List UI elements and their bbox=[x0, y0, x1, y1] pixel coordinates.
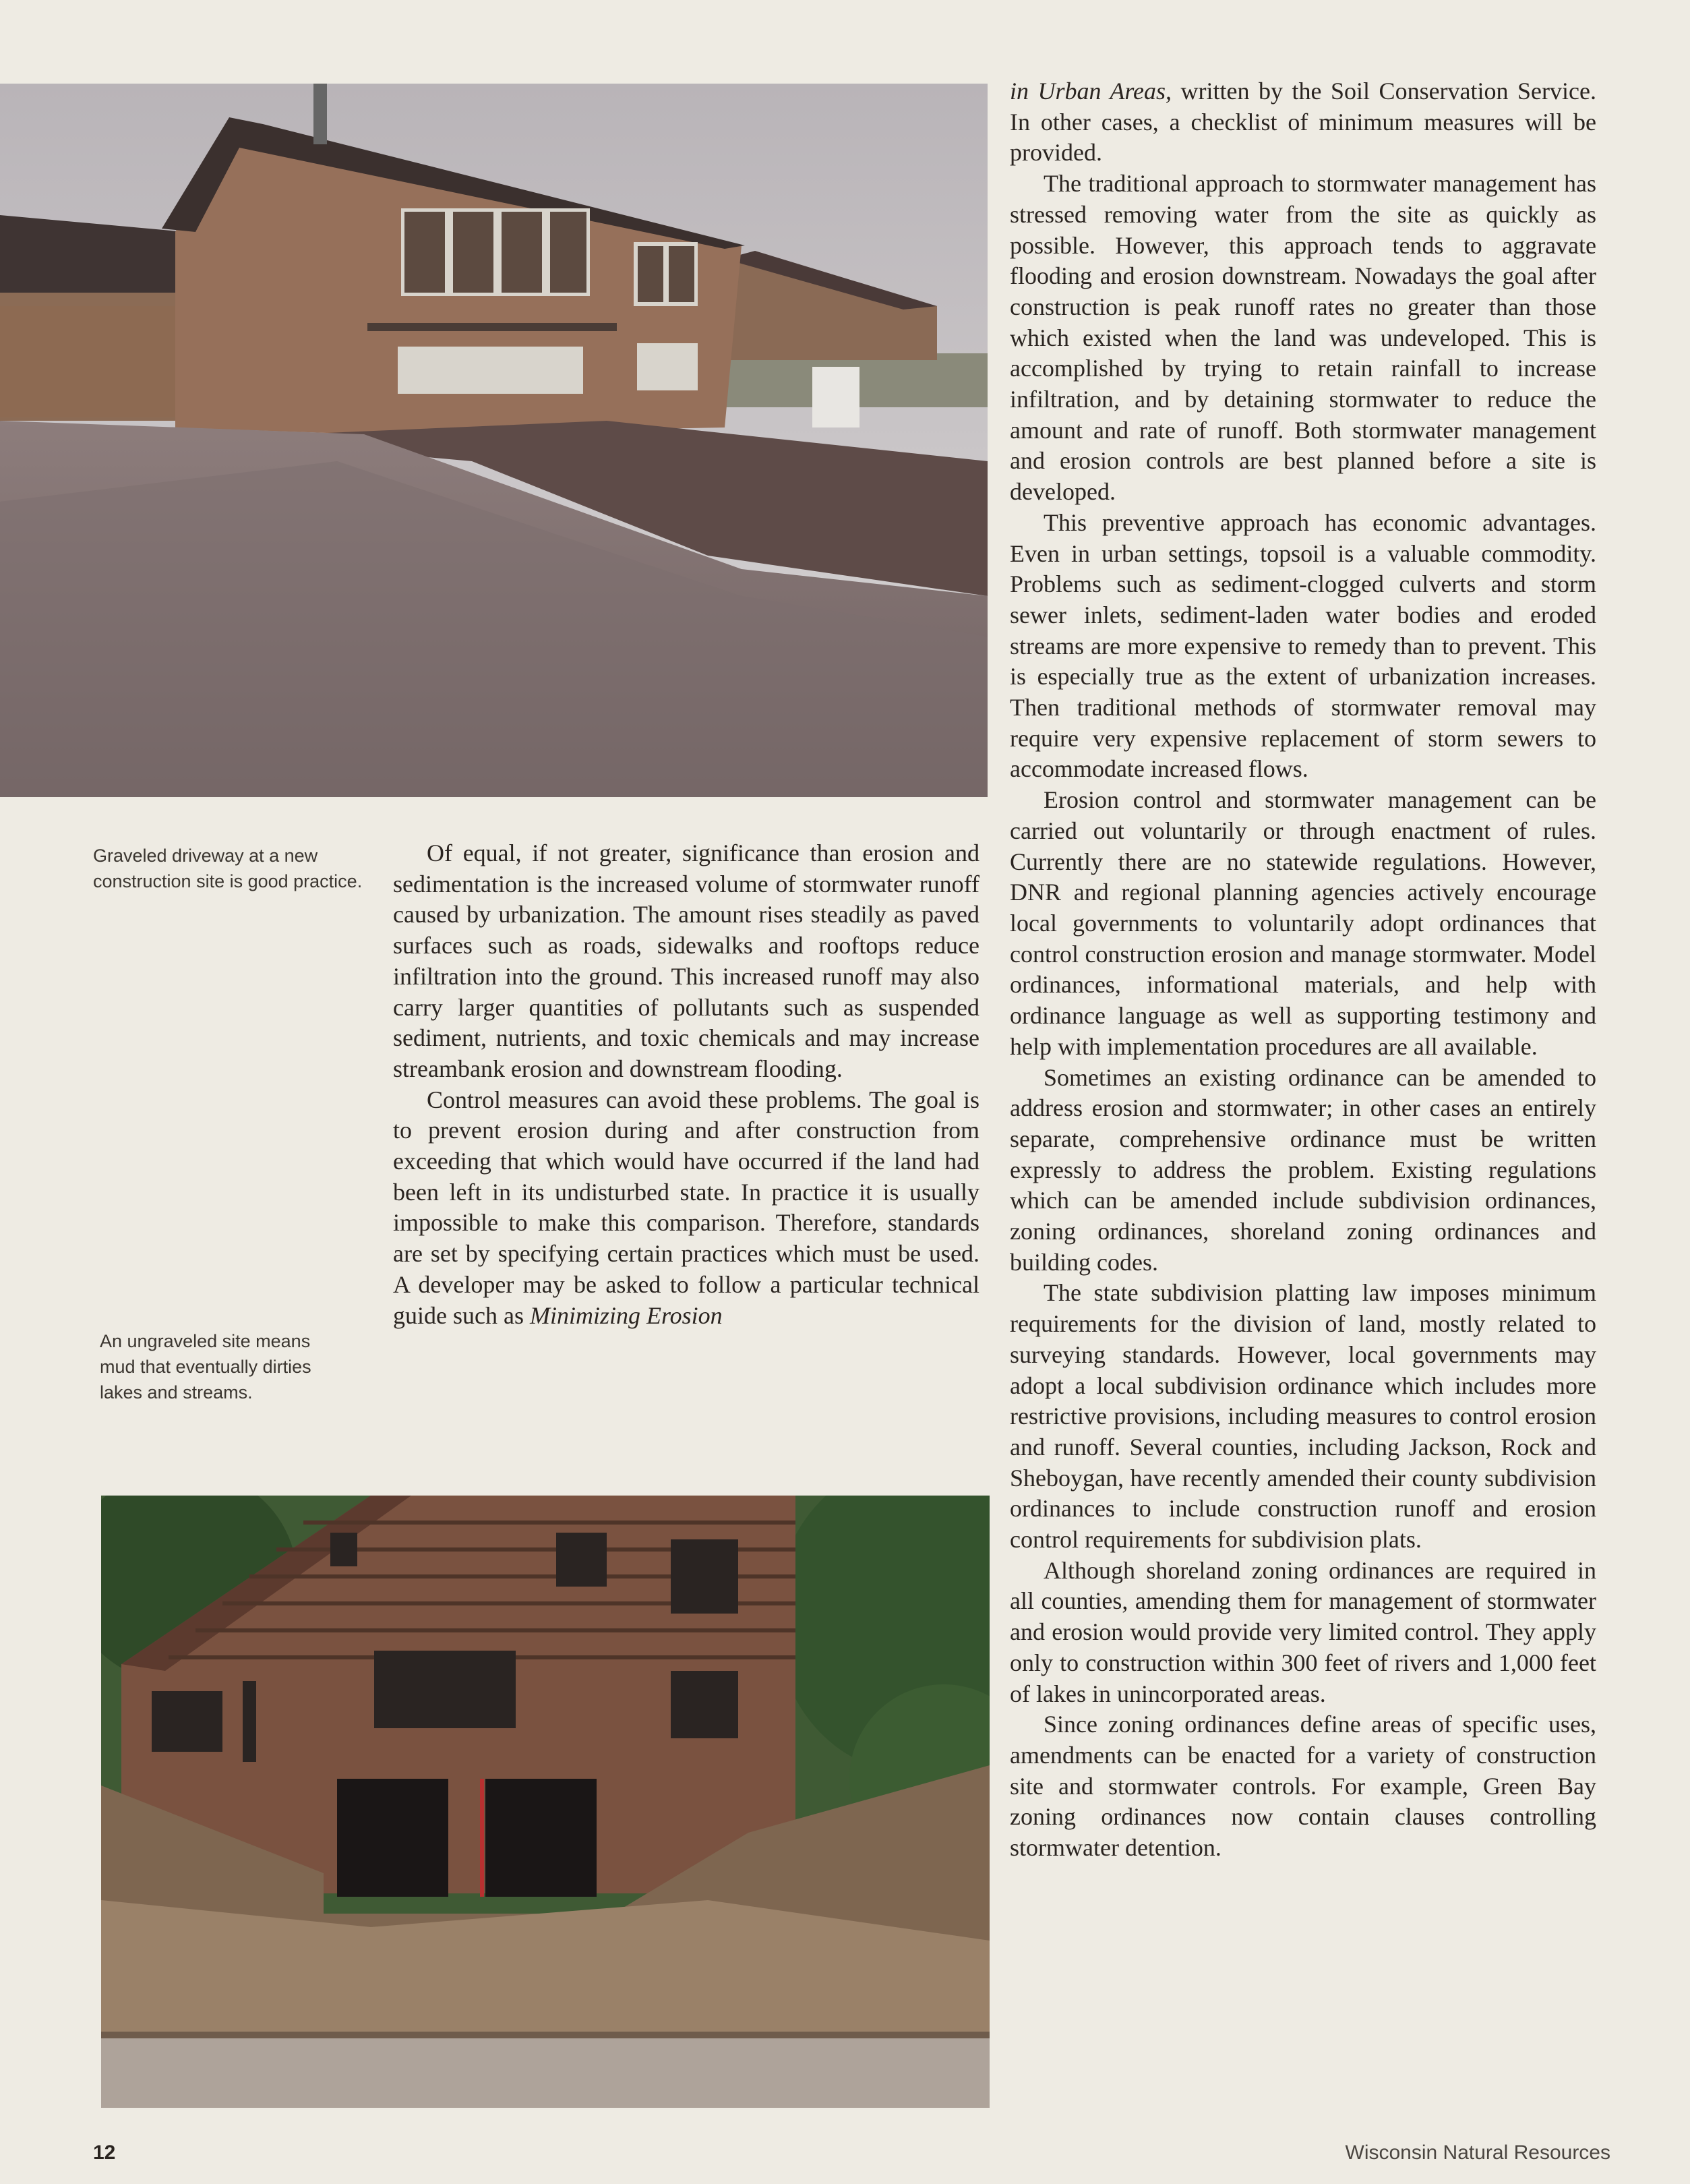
paragraph: The traditional approach to stormwater management has stressed removing water from the site as quickly as possible. However, this approach tends to aggravate flooding and erosion downstream. Nowadays the goal after construction is peak runoff rates no greater than those which existed when the land was undeveloped. This is accomplished by trying to retain rainfall to increase infiltration, and by detaining stormwater to reduce the amount and rate of runoff. Both stormwater management and erosion controls are best planned before a site is developed. bbox=[1010, 170, 1596, 506]
photo-caption-bottom: An ungraveled site means mud that eventually dirties lakes and streams. bbox=[100, 1331, 311, 1403]
paragraph: Sometimes an existing ordinance can be amended to address erosion and stormwater; in other cases an entirely separate, comprehensive ordinance must be written expressly to address the problem. Existing regulations which can be amended include subdivision ordinances, zoning ordinances, shoreland zoning ordinances and building codes. bbox=[1010, 1063, 1596, 1276]
house-with-graveled-driveway-photo bbox=[0, 84, 988, 797]
paragraph: Of equal, if not greater, significance than erosion and sedimentation is the increased volume of stormwater runoff caused by urbanization. The amount rises steadily as paved surfaces such as roads, sidewalks and rooftops reduce infiltration into the ground. This increased runoff may also carry larger quantities of pollutants such as suspended sediment, nutrients, and toxic chemicals and may increase streambank erosion and downstream flooding. bbox=[393, 839, 979, 1082]
paragraph: This preventive approach has economic advantages. Even in urban settings, topsoil is a valuable commodity. Problems such as sediment-clogged culverts and storm sewer inlets, sediment-laden water bodies and eroded streams are more expensive to remedy than to prevent. This is especially true as the extent of urbanization increases. Then traditional methods of stormwater removal may require very expensive replacement of storm sewers to accommodate increased flows. bbox=[1010, 508, 1596, 783]
house-on-ungraveled-muddy-site-photo bbox=[101, 1496, 990, 2108]
ungraveled-site-photo bbox=[101, 1496, 990, 2108]
paragraph: Although shoreland zoning ordinances are required in all counties, amending them for management of stormwater and erosion would provide very limited control. They apply only to construction within 300 feet of rivers and 1,000 feet of lakes in unincorporated areas. bbox=[1010, 1556, 1596, 1707]
paragraph-text: Control measures can avoid these problems. The goal is to prevent erosion during and after construction from exceeding that which would have occurred if the land had been left in its undisturbed state. In practice it is usually impossible to make this comparison. Therefore, standards are set by specifying certain practices which must be used. A developer may be asked to follow a particular technical guide such as bbox=[393, 1086, 979, 1329]
page-number: 12 bbox=[93, 2142, 116, 2164]
magazine-name: Wisconsin Natural Resources bbox=[1345, 2142, 1610, 2164]
photo-caption-top: Graveled driveway at a new construction site is good practice. bbox=[93, 846, 363, 891]
right-text-column bbox=[1010, 76, 1596, 1864]
graveled-driveway-photo bbox=[0, 84, 988, 797]
paragraph: The state subdivision platting law imposes minimum requirements for the division of land, mostly related to surveying standards. However, local governments may adopt a local subdivision ordinance which includes more restrictive provisions, including measures to control erosion and runoff. Several counties, including Jackson, Rock and Sheboygan, have recently amended their county subdivision ordinances to include construction runoff and erosion control requirements for subdivision plats. bbox=[1010, 1279, 1596, 1554]
paragraph bbox=[393, 1085, 979, 1332]
paragraph: Erosion control and stormwater management can be carried out voluntarily or through enactment of rules. Currently there are no statewide regulations. However, DNR and regional planning agencies actively encourage local governments to voluntarily adopt ordinances that control construction erosion and manage stormwater. Model ordinances, informational materials, and help with ordinance language as well as supporting testimony and help with implementation procedures are all available. bbox=[1010, 786, 1596, 1060]
paragraph bbox=[1010, 76, 1596, 169]
paragraph-text: written by the Soil Conservation Service. In other cases, a checklist of minimum measures will be provided. bbox=[1010, 78, 1596, 167]
middle-text-column bbox=[393, 838, 979, 1331]
guide-title: Minimizing Erosion bbox=[529, 1301, 723, 1329]
guide-title-continued: in Urban Areas, bbox=[1010, 78, 1172, 105]
paragraph: Since zoning ordinances define areas of specific uses, amendments can be enacted for a variety of construction site and stormwater controls. For example, Green Bay zoning ordinances now contain clauses controlling stormwater detention. bbox=[1010, 1711, 1596, 1862]
